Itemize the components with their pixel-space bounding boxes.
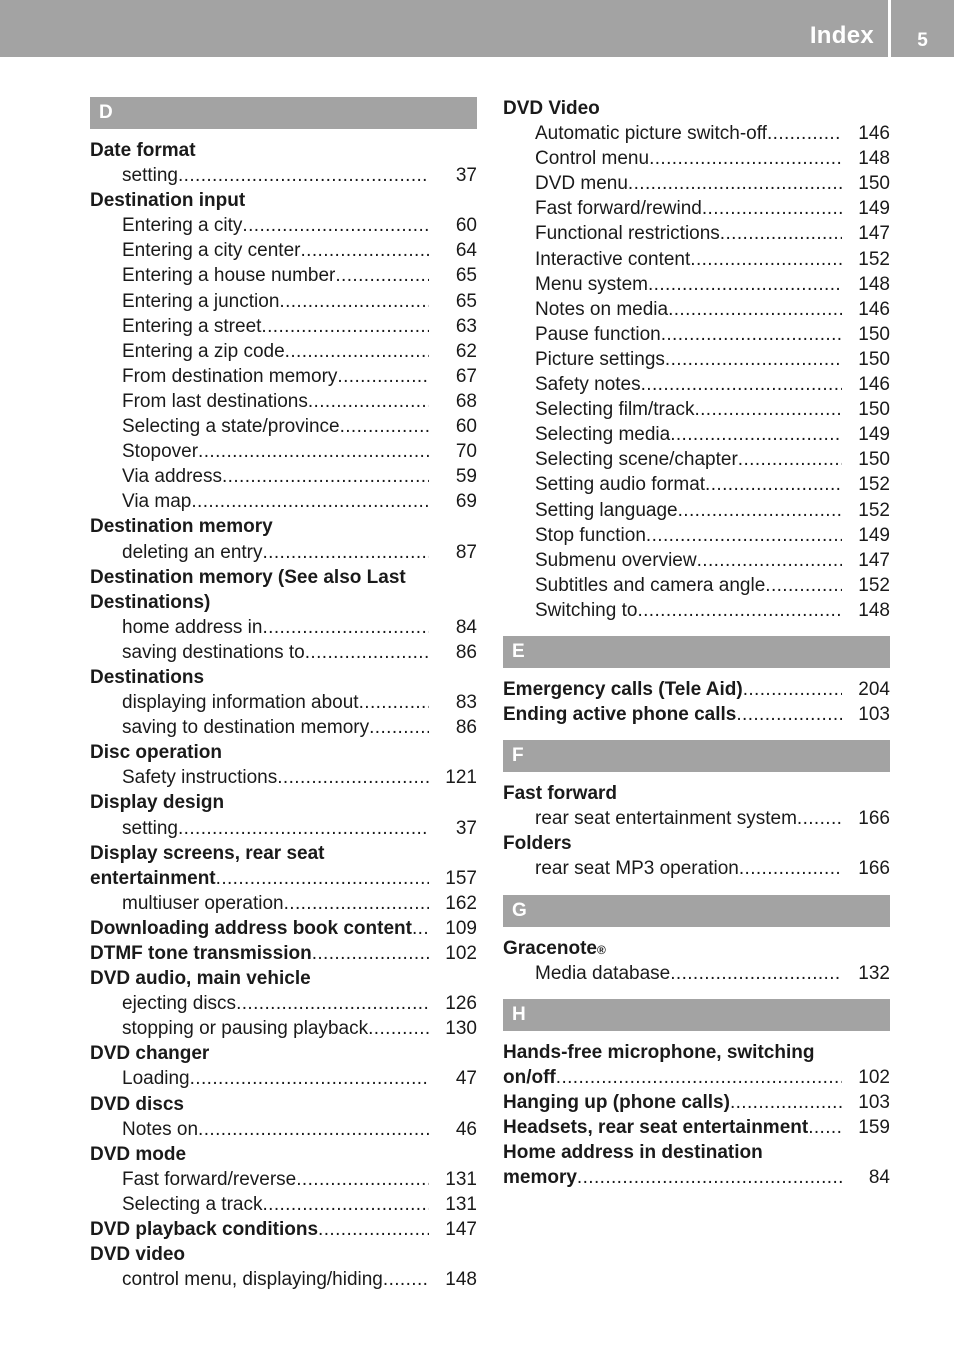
page-ref: 150 (858, 399, 890, 421)
page-ref: 149 (858, 198, 890, 220)
page-ref: 148 (445, 1269, 477, 1291)
page-ref: 131 (445, 1193, 477, 1215)
page-ref: 162 (445, 892, 477, 914)
page-ref: 130 (445, 1018, 477, 1040)
index-entry: Automatic picture switch-off ..... 146 (503, 121, 890, 146)
index-entry: Headsets, rear seat entertainment ..... 159 (503, 1115, 890, 1140)
registered-mark: ® (596, 942, 606, 957)
index-entry: Interactive content ..... 152 (503, 247, 890, 272)
page-ref: 84 (868, 1167, 890, 1189)
index-entry: multiuser operation ..... 162 (90, 891, 477, 916)
index-heading: DVD discs (90, 1093, 184, 1115)
index-entry: Notes on ..... 46 (90, 1117, 477, 1142)
page-ref: 86 (455, 641, 477, 663)
index-heading: Destinations (90, 666, 205, 688)
page-ref: 166 (858, 858, 890, 880)
page-ref: 103 (858, 1091, 890, 1113)
page-ref: 150 (858, 173, 890, 195)
page-ref: 159 (858, 1117, 890, 1138)
index-entry: Switching to ..... 148 (503, 598, 890, 623)
index-entry: Via address ..... 59 (90, 464, 477, 489)
index-entry: stopping or pausing playback ..... 130 (90, 1016, 477, 1041)
index-entry: Via map ..... 69 (90, 489, 477, 514)
index-entry: saving destinations to ..... 86 (90, 640, 477, 665)
index-entry: rear seat entertainment system ..... 166 (503, 806, 890, 831)
page-ref: 132 (858, 962, 890, 984)
page-ref: 84 (455, 616, 477, 638)
index-entry: Menu system ..... 148 (503, 272, 890, 297)
index-heading: Hands-free microphone, switching (503, 1041, 815, 1063)
index-heading: DVD audio, main vehicle (90, 968, 311, 990)
right-column (503, 96, 890, 1190)
index-entry: Subtitles and camera angle ..... 152 (503, 573, 890, 598)
page-number: 5 (917, 30, 928, 51)
header-bar (0, 0, 954, 57)
index-entry: Hanging up (phone calls) ..... 103 (503, 1090, 890, 1115)
page-ref: 147 (858, 549, 890, 571)
page-ref: 166 (858, 808, 890, 830)
section-header-h: H (503, 999, 890, 1031)
index-entry: Setting language ..... 152 (503, 498, 890, 523)
page-ref: 109 (445, 917, 477, 939)
page-ref: 152 (858, 499, 890, 521)
index-entry: Entering a city center ..... 64 (90, 238, 477, 263)
index-entry: Entering a city ..... 60 (90, 213, 477, 238)
index-heading: Destination input (90, 190, 246, 212)
section-header-f: F (503, 740, 890, 772)
index-entry: Entering a zip code ..... 62 (90, 339, 477, 364)
index-entry: Safety instructions ..... 121 (90, 765, 477, 790)
page-ref: 65 (455, 265, 477, 287)
page-ref: 37 (455, 817, 477, 839)
index-entry: DVD menu ..... 150 (503, 171, 890, 196)
page-ref: 87 (455, 541, 477, 563)
index-heading: Destination memory (See also Last (90, 566, 406, 588)
page-ref: 148 (858, 273, 890, 295)
index-entry: Selecting film/track ..... 150 (503, 397, 890, 422)
page-ref: 83 (455, 692, 477, 714)
page-ref: 86 (455, 717, 477, 739)
index-entry: Submenu overview ..... 147 (503, 548, 890, 573)
index-entry: saving to destination memory ..... 86 (90, 715, 477, 740)
index-entry: Selecting a state/province ..... 60 (90, 414, 477, 439)
index-heading: Destinations) (90, 591, 211, 613)
index-heading: DVD video (90, 1244, 186, 1266)
page-ref: 121 (445, 767, 477, 789)
page-ref: 146 (858, 123, 890, 145)
page-ref: 37 (455, 165, 477, 187)
page-ref: 131 (445, 1168, 477, 1190)
page-title: Index (809, 22, 874, 49)
index-heading: Display design (90, 792, 225, 814)
index-heading: DVD changer (90, 1043, 210, 1065)
index-heading: Home address in destination (503, 1142, 763, 1164)
page-ref: 64 (455, 240, 477, 262)
index-entry: ejecting discs ..... 126 (90, 991, 477, 1016)
index-entry: Pause function ..... 150 (503, 322, 890, 347)
index-entry: Entering a street ..... 63 (90, 314, 477, 339)
page-ref: 70 (455, 441, 477, 463)
page-ref: 59 (455, 466, 477, 488)
left-column (90, 97, 477, 1292)
index-entry: Loading ..... 47 (90, 1066, 477, 1091)
index-entry: DTMF tone transmission ..... 102 (90, 941, 477, 966)
index-entry: Functional restrictions ..... 147 (503, 221, 890, 246)
index-entry: DVD playback conditions ..... 147 (90, 1217, 477, 1242)
page-ref: 147 (858, 223, 890, 245)
index-entry: Selecting media ..... 149 (503, 422, 890, 447)
index-entry: Downloading address book content ..... 109 (90, 916, 477, 941)
index-entry: Stopover ..... 70 (90, 439, 477, 464)
index-entry: Selecting scene/chapter ..... 150 (503, 447, 890, 472)
page-ref: 103 (858, 704, 890, 726)
page-ref: 150 (858, 449, 890, 471)
page-ref: 152 (858, 474, 890, 496)
index-heading: Disc operation (90, 742, 222, 764)
page-ref: 148 (858, 148, 890, 170)
index-heading: Display screens, rear seat (90, 842, 325, 864)
index-entry: displaying information about ..... 83 (90, 690, 477, 715)
page-ref: 147 (445, 1219, 477, 1241)
index-entry: Fast forward/reverse ..... 131 (90, 1167, 477, 1192)
page-ref: 146 (858, 298, 890, 320)
section-header-e: E (503, 636, 890, 668)
page-ref: 152 (858, 248, 890, 270)
page-ref: 62 (455, 340, 477, 362)
page-ref: 126 (445, 993, 477, 1015)
index-entry: memory ..... 84 (503, 1165, 890, 1190)
page-ref: 63 (455, 315, 477, 337)
index-heading: DVD Video (503, 98, 600, 119)
page-ref: 146 (858, 374, 890, 396)
index-entry: Notes on media ..... 146 (503, 297, 890, 322)
page-ref: 152 (858, 574, 890, 596)
index-heading: Gracenote ® (503, 936, 890, 961)
page-ref: 150 (858, 348, 890, 370)
index-entry: Media database ..... 132 (503, 961, 890, 986)
section-header-d: D (90, 97, 477, 129)
index-heading: Fast forward (503, 783, 618, 805)
index-entry: Selecting a track ..... 131 (90, 1192, 477, 1217)
index-entry: home address in ..... 84 (90, 615, 477, 640)
index-entry: rear seat MP3 operation ..... 166 (503, 856, 890, 881)
index-entry: Entering a junction ..... 65 (90, 289, 477, 314)
index-entry: deleting an entry ..... 87 (90, 540, 477, 565)
index-entry: setting ..... 37 (90, 163, 477, 188)
page-ref: 46 (455, 1118, 477, 1140)
index-entry: Picture settings ..... 150 (503, 347, 890, 372)
page-ref: 60 (455, 215, 477, 237)
index-entry: on/off ..... 102 (503, 1065, 890, 1090)
index-entry: Control menu ..... 148 (503, 146, 890, 171)
page-ref: 65 (455, 290, 477, 312)
index-heading: DVD mode (90, 1143, 187, 1165)
index-entry: Ending active phone calls ..... 103 (503, 702, 890, 727)
page-ref: 150 (858, 323, 890, 345)
page-ref: 149 (858, 524, 890, 546)
section-header-g: G (503, 895, 890, 927)
index-entry: control menu, displaying/hiding ..... 148 (90, 1267, 477, 1292)
page-ref: 149 (858, 424, 890, 446)
page-ref: 102 (858, 1066, 890, 1088)
index-entry: Stop function ..... 149 (503, 523, 890, 548)
index-entry: Setting audio format ..... 152 (503, 472, 890, 497)
page-ref: 67 (455, 365, 477, 387)
index-entry: entertainment ..... 157 (90, 866, 477, 891)
index-entry: Safety notes ..... 146 (503, 372, 890, 397)
page-ref: 69 (455, 491, 477, 513)
index-entry: From last destinations ..... 68 (90, 389, 477, 414)
index-heading: Date format (90, 140, 196, 161)
index-heading: Destination memory (90, 516, 273, 538)
page-ref: 68 (455, 390, 477, 412)
page-ref: 204 (858, 678, 890, 700)
page-ref: 102 (445, 943, 477, 964)
index-entry: From destination memory ..... 67 (90, 364, 477, 389)
page-ref: 60 (455, 416, 477, 438)
page-ref: 148 (858, 599, 890, 621)
index-entry: setting ..... 37 (90, 816, 477, 841)
page-ref: 47 (455, 1068, 477, 1090)
index-entry: Entering a house number ..... 65 (90, 263, 477, 288)
index-entry: Emergency calls (Tele Aid) ..... 204 (503, 677, 890, 702)
page-ref: 157 (445, 867, 477, 889)
index-heading: Folders (503, 833, 572, 855)
index-entry: Fast forward/rewind ..... 149 (503, 196, 890, 221)
